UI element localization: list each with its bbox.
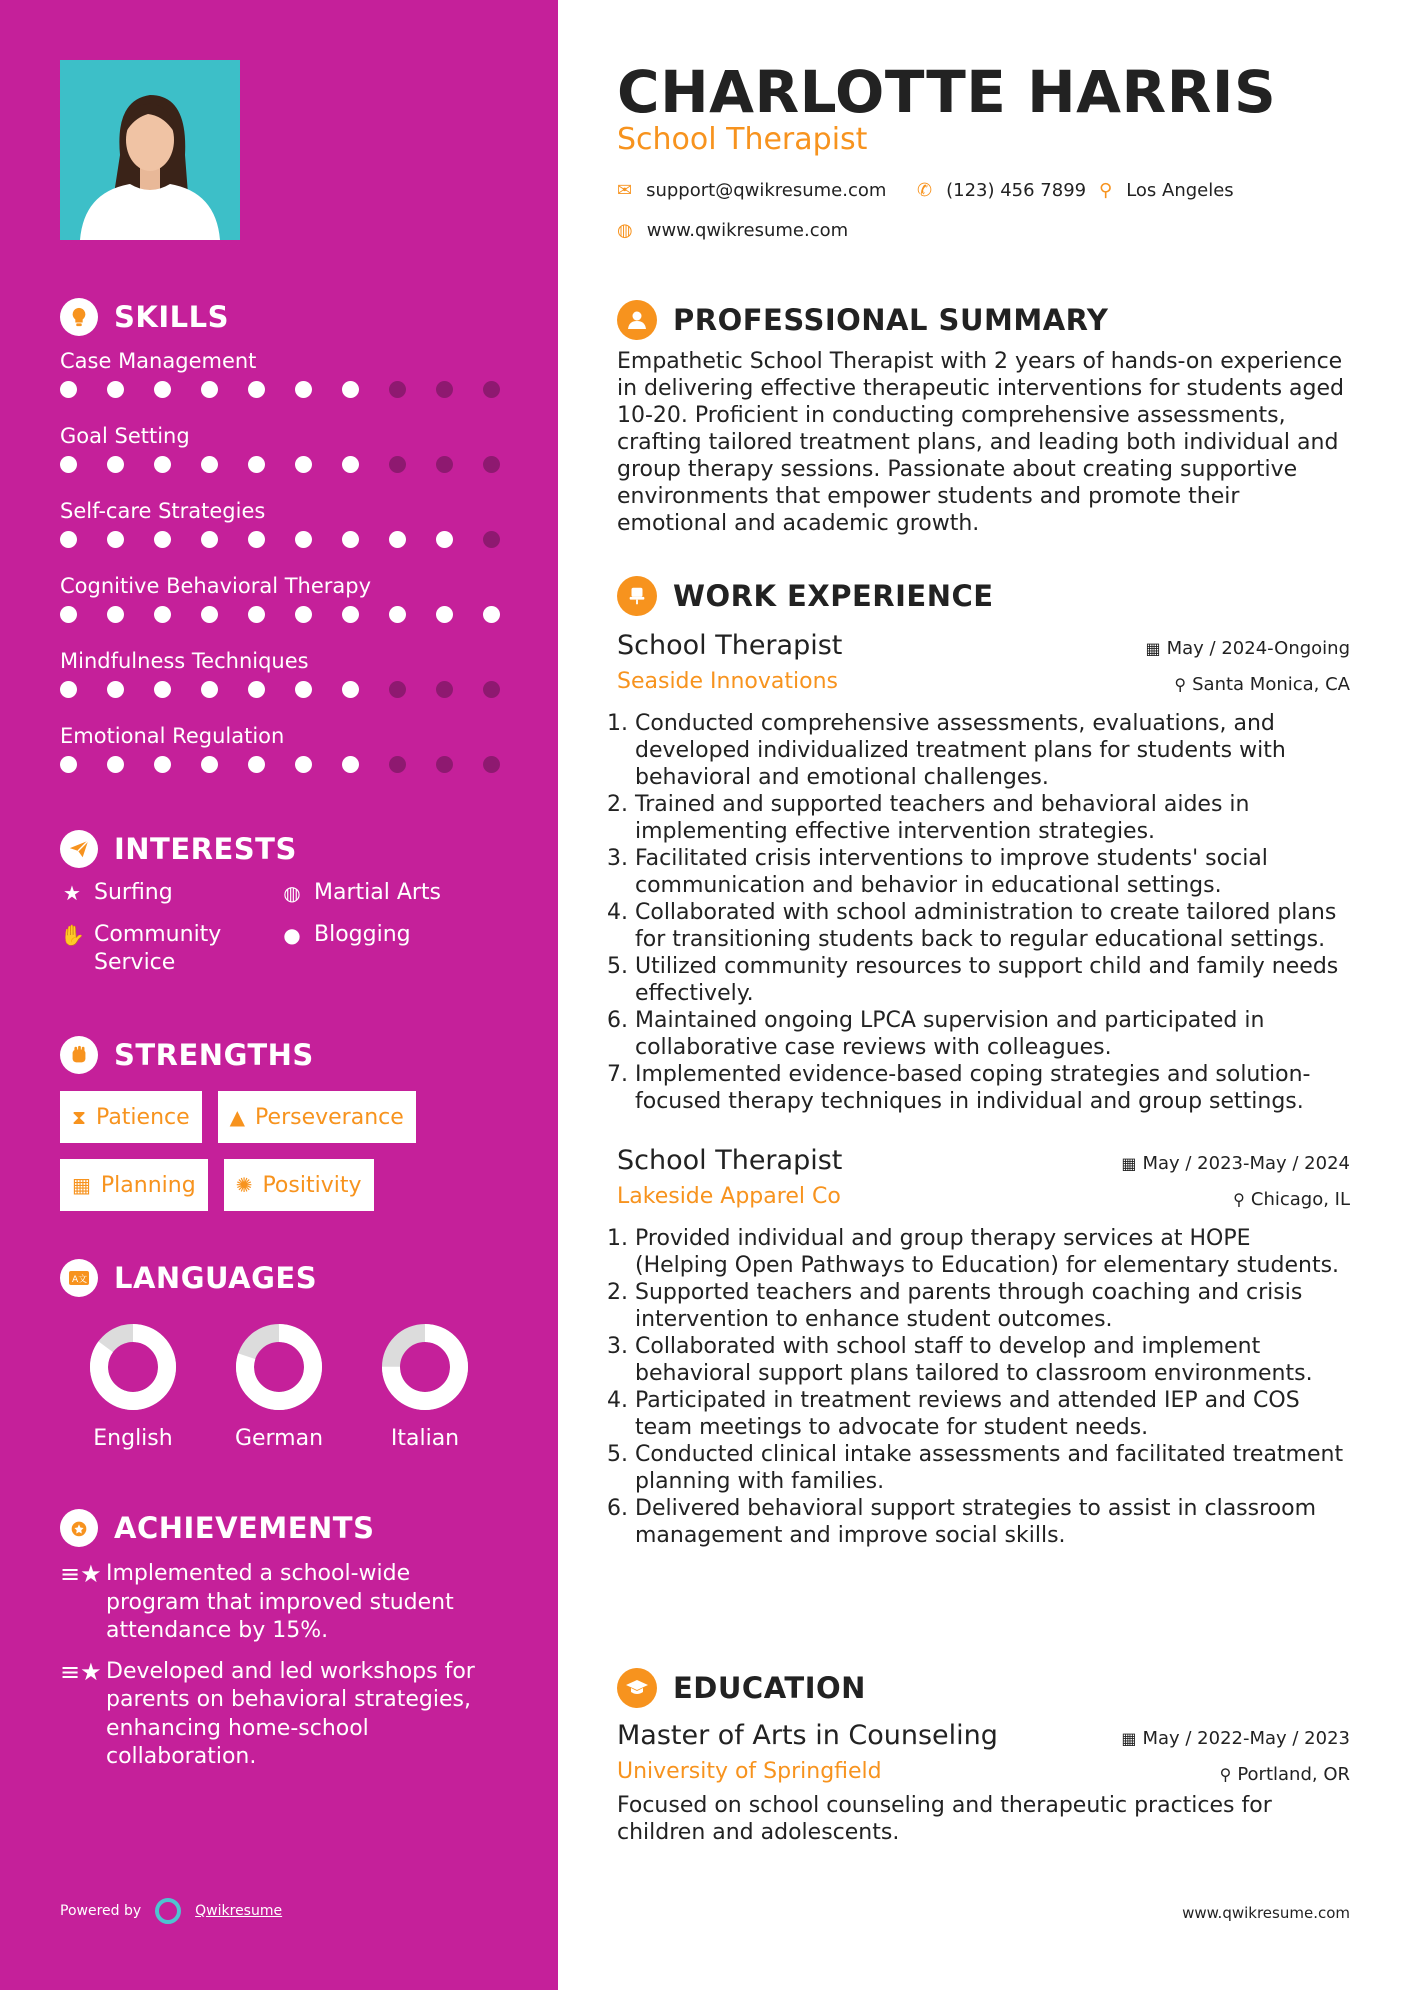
interest-item bbox=[60, 921, 280, 977]
language-name: Italian bbox=[390, 1426, 460, 1451]
rating-dot-filled bbox=[483, 606, 500, 623]
rating-dot-filled bbox=[295, 606, 312, 623]
footer-url[interactable]: www.qwikresume.com bbox=[1182, 1904, 1350, 1922]
job-dates bbox=[1146, 638, 1351, 659]
powered-by bbox=[60, 1898, 282, 1924]
medal-icon bbox=[60, 1509, 98, 1547]
interests-title: INTERESTS bbox=[114, 832, 297, 866]
rating-dot-filled bbox=[107, 606, 124, 623]
duty-item: 1. Provided individual and group therapy services at HOPE (Helping Open Pathways to Education) for elementary students. bbox=[635, 1225, 1350, 1279]
phone-text: (123) 456 7899 bbox=[946, 180, 1087, 201]
duty-item: 5. Utilized community resources to support child and family needs effectively. bbox=[635, 953, 1350, 1007]
rating-dot-empty bbox=[389, 456, 406, 473]
rating-dot-empty bbox=[436, 756, 453, 773]
rating-dot-empty bbox=[483, 456, 500, 473]
hand-icon: ✋ bbox=[60, 923, 85, 947]
skill-name: Cognitive Behavioral Therapy bbox=[60, 574, 372, 598]
pin-icon: ⚲ bbox=[1233, 1190, 1245, 1209]
rating-dot-filled bbox=[154, 756, 171, 773]
skill-item bbox=[60, 720, 520, 795]
interest-label: Blogging bbox=[314, 922, 411, 947]
lightbulb-icon bbox=[60, 298, 98, 336]
duty-item: 1. Conducted comprehensive assessments, evaluations, and developed individualized treatment plans for students with behavioral and emotional challenges. bbox=[635, 710, 1350, 791]
interest-item bbox=[280, 879, 500, 907]
chair-icon bbox=[617, 576, 657, 616]
contact-email[interactable] bbox=[617, 180, 886, 201]
jobs-list bbox=[617, 630, 1350, 1549]
job-title: School Therapist bbox=[617, 1145, 843, 1176]
rating-dot-filled bbox=[248, 756, 265, 773]
rating-dot-filled bbox=[295, 531, 312, 548]
rating-dot-empty bbox=[436, 381, 453, 398]
skill-rating bbox=[60, 606, 520, 623]
experience-section bbox=[617, 574, 1350, 1549]
avatar bbox=[60, 60, 240, 240]
skill-rating bbox=[60, 456, 520, 473]
achievement-item bbox=[60, 1560, 520, 1646]
calendar-icon: ▦ bbox=[1121, 1154, 1137, 1173]
rating-dot-filled bbox=[154, 381, 171, 398]
language-item bbox=[60, 1322, 206, 1451]
duty-item: 2. Trained and supported teachers and behavioral aides in implementing effective intervention strategies. bbox=[635, 791, 1350, 845]
job-location bbox=[1174, 674, 1350, 695]
powered-label: Powered by bbox=[60, 1903, 142, 1919]
rating-dot-filled bbox=[107, 381, 124, 398]
calendar-icon: ▦ bbox=[72, 1173, 91, 1197]
rating-dot-filled bbox=[60, 681, 77, 698]
sidebar bbox=[0, 0, 558, 1990]
education-section bbox=[617, 1666, 1350, 1846]
rating-dot-empty bbox=[436, 456, 453, 473]
contact-location bbox=[1099, 180, 1234, 201]
skill-rating bbox=[60, 531, 520, 548]
strengths-title: STRENGTHS bbox=[114, 1038, 314, 1072]
rating-dot-filled bbox=[389, 531, 406, 548]
education-entry bbox=[617, 1720, 1350, 1846]
rating-dot-filled bbox=[342, 456, 359, 473]
rating-dot-filled bbox=[295, 681, 312, 698]
website-text: www.qwikresume.com bbox=[646, 220, 849, 241]
duty-item: 7. Implemented evidence-based coping strategies and solution-focused therapy techniques in individual and group settings. bbox=[635, 1061, 1350, 1115]
company-name: Lakeside Apparel Co bbox=[617, 1184, 841, 1209]
shooting-star-icon: ≡★ bbox=[60, 1657, 102, 1686]
strength-label: Patience bbox=[96, 1104, 190, 1130]
job-location-text: Santa Monica, CA bbox=[1192, 674, 1350, 695]
rating-dot-filled bbox=[60, 381, 77, 398]
school-name: University of Springfield bbox=[617, 1759, 882, 1784]
interest-item bbox=[60, 879, 280, 907]
skill-item bbox=[60, 645, 520, 720]
skill-name: Self-care Strategies bbox=[60, 499, 266, 523]
skill-item bbox=[60, 570, 520, 645]
company-name: Seaside Innovations bbox=[617, 669, 838, 694]
paper-plane-icon bbox=[60, 830, 98, 868]
strengths-list bbox=[60, 1091, 480, 1227]
rating-dot-filled bbox=[295, 456, 312, 473]
duties-list bbox=[617, 710, 1350, 1115]
strength-badge bbox=[224, 1159, 374, 1211]
fist-icon bbox=[60, 1036, 98, 1074]
rating-dot-filled bbox=[342, 381, 359, 398]
strength-label: Perseverance bbox=[255, 1104, 404, 1130]
languages-title: LANGUAGES bbox=[114, 1261, 318, 1295]
rating-dot-filled bbox=[107, 756, 124, 773]
rating-dot-filled bbox=[107, 456, 124, 473]
strength-badge bbox=[60, 1091, 202, 1143]
degree-title: Master of Arts in Counseling bbox=[617, 1720, 998, 1751]
language-donut bbox=[88, 1322, 178, 1412]
language-name: German bbox=[234, 1426, 324, 1451]
job-dates-text: May / 2024-Ongoing bbox=[1166, 638, 1350, 659]
rating-dot-empty bbox=[389, 681, 406, 698]
contact-website[interactable] bbox=[617, 220, 848, 241]
interest-label: Martial Arts bbox=[314, 880, 442, 905]
rating-dot-filled bbox=[201, 606, 218, 623]
language-item bbox=[206, 1322, 352, 1451]
skill-name: Goal Setting bbox=[60, 424, 190, 448]
rating-dot-filled bbox=[201, 531, 218, 548]
rating-dot-filled bbox=[60, 531, 77, 548]
education-dates bbox=[1121, 1728, 1350, 1749]
duty-item: 6. Delivered behavioral support strategies to assist in classroom management and improve social skills. bbox=[635, 1495, 1350, 1549]
strengths-section bbox=[60, 1033, 520, 1227]
user-icon bbox=[617, 300, 657, 340]
rating-dot-filled bbox=[154, 456, 171, 473]
duty-item: 4. Collaborated with school administration to create tailored plans for transitioning students back to regular educational settings. bbox=[635, 899, 1350, 953]
languages-header bbox=[60, 1256, 520, 1300]
skill-name: Case Management bbox=[60, 349, 257, 373]
road-icon: ▲ bbox=[229, 1105, 246, 1129]
experience-header bbox=[617, 574, 1350, 618]
job-dates-text: May / 2023-May / 2024 bbox=[1142, 1153, 1350, 1174]
rating-dot-empty bbox=[389, 756, 406, 773]
job-dates bbox=[1121, 1153, 1350, 1174]
education-location bbox=[1220, 1764, 1350, 1785]
job-location bbox=[1233, 1189, 1350, 1210]
rating-dot-filled bbox=[436, 531, 453, 548]
duties-list bbox=[617, 1225, 1350, 1549]
skill-rating bbox=[60, 681, 520, 698]
rating-dot-filled bbox=[60, 756, 77, 773]
rating-dot-filled bbox=[248, 681, 265, 698]
rating-dot-filled bbox=[342, 606, 359, 623]
education-description: Focused on school counseling and therapeutic practices for children and adolescents. bbox=[617, 1793, 1272, 1845]
contact-phone[interactable] bbox=[917, 180, 1086, 201]
job-entry bbox=[617, 630, 1350, 1115]
translate-icon bbox=[60, 1259, 98, 1297]
rating-dot-empty bbox=[483, 681, 500, 698]
rating-dot-filled bbox=[201, 756, 218, 773]
education-header bbox=[617, 1666, 1350, 1710]
duty-item: 4. Participated in treatment reviews and attended IEP and COS team meetings to advocate for student needs. bbox=[635, 1387, 1350, 1441]
duty-item: 3. Facilitated crisis interventions to improve students' social communication and behavior in educational settings. bbox=[635, 845, 1350, 899]
job-title: School Therapist bbox=[617, 630, 843, 661]
rating-dot-filled bbox=[248, 606, 265, 623]
languages-section bbox=[60, 1256, 520, 1451]
shooting-star-icon: ≡★ bbox=[60, 1560, 102, 1588]
map-pin-icon: ⚲ bbox=[1099, 180, 1113, 201]
summary-header bbox=[617, 298, 1350, 342]
language-name: English bbox=[93, 1426, 173, 1451]
interests-section bbox=[60, 827, 520, 977]
summary-section bbox=[617, 298, 1350, 537]
pin-icon: ⚲ bbox=[1219, 1765, 1232, 1784]
education-title: EDUCATION bbox=[673, 1671, 866, 1705]
sun-icon: ✺ bbox=[235, 1173, 253, 1197]
rating-dot-filled bbox=[154, 531, 171, 548]
duty-item: 2. Supported teachers and parents through coaching and crisis intervention to enhance student outcomes. bbox=[635, 1279, 1350, 1333]
achievements-header bbox=[60, 1506, 520, 1550]
skills-title: SKILLS bbox=[114, 300, 229, 334]
education-dates-text: May / 2022-May / 2023 bbox=[1142, 1728, 1350, 1749]
interest-label: Community Service bbox=[94, 922, 222, 975]
graduation-cap-icon bbox=[617, 1668, 657, 1708]
location-text: Los Angeles bbox=[1126, 180, 1234, 201]
rating-dot-filled bbox=[248, 456, 265, 473]
calendar-icon: ▦ bbox=[1121, 1729, 1137, 1748]
rating-dot-filled bbox=[342, 756, 359, 773]
language-donut bbox=[234, 1322, 324, 1412]
rating-dot-empty bbox=[483, 381, 500, 398]
calendar-icon: ▦ bbox=[1145, 639, 1161, 658]
rating-dot-empty bbox=[436, 681, 453, 698]
star-icon: ★ bbox=[63, 881, 81, 905]
rating-dot-filled bbox=[248, 381, 265, 398]
skill-item bbox=[60, 345, 520, 420]
rating-dot-filled bbox=[248, 531, 265, 548]
pin-icon: ⚲ bbox=[1174, 675, 1187, 694]
skills-section bbox=[60, 295, 520, 795]
phone-icon: ✆ bbox=[917, 180, 933, 201]
rating-dot-filled bbox=[389, 606, 406, 623]
job-entry bbox=[617, 1145, 1350, 1549]
rating-dot-filled bbox=[201, 681, 218, 698]
language-donut bbox=[380, 1322, 470, 1412]
rating-dot-filled bbox=[201, 456, 218, 473]
rating-dot-filled bbox=[107, 681, 124, 698]
language-item bbox=[352, 1322, 498, 1451]
main-content bbox=[617, 0, 1350, 1990]
rating-dot-filled bbox=[436, 606, 453, 623]
envelope-icon: ✉ bbox=[617, 180, 633, 201]
duty-item: 6. Maintained ongoing LPCA supervision and participated in collaborative case reviews with colleagues. bbox=[635, 1007, 1350, 1061]
summary-text: Empathetic School Therapist with 2 years of hands-on experience in delivering effective therapeutic interventions for students aged 10-20. Proficient in conducting comprehensive assessments, crafting tailored treatment plans, and leading both individual and group therapy sessions. Passionate about creating supportive environments that empower students and promote their emotional and academic growth. bbox=[617, 349, 1344, 536]
qwikresume-logo-icon bbox=[155, 1898, 181, 1924]
achievement-item bbox=[60, 1658, 520, 1772]
interest-label: Surfing bbox=[94, 880, 173, 905]
interests-header bbox=[60, 827, 520, 871]
languages-list bbox=[60, 1322, 520, 1451]
interests-grid bbox=[60, 879, 520, 977]
rating-dot-filled bbox=[201, 381, 218, 398]
interest-item bbox=[280, 921, 500, 977]
email-text: support@qwikresume.com bbox=[646, 180, 887, 201]
rating-dot-filled bbox=[107, 531, 124, 548]
svg-text:A文: A文 bbox=[72, 1275, 88, 1285]
globe-icon: ◍ bbox=[283, 881, 301, 905]
rating-dot-filled bbox=[60, 456, 77, 473]
strength-label: Positivity bbox=[262, 1172, 362, 1198]
rating-dot-filled bbox=[342, 531, 359, 548]
job-location-text: Chicago, IL bbox=[1250, 1189, 1350, 1210]
duty-item: 5. Conducted clinical intake assessments and facilitated treatment planning with families. bbox=[635, 1441, 1350, 1495]
profile-photo bbox=[60, 60, 240, 240]
skill-item bbox=[60, 420, 520, 495]
rating-dot-empty bbox=[389, 381, 406, 398]
globe-icon: ◍ bbox=[617, 220, 633, 241]
achievements-section bbox=[60, 1506, 520, 1772]
skill-rating bbox=[60, 756, 520, 773]
strength-badge bbox=[218, 1091, 416, 1143]
achievement-text: Implemented a school-wide program that improved student attendance by 15%. bbox=[106, 1561, 454, 1643]
strengths-header bbox=[60, 1033, 520, 1077]
achievement-text: Developed and led workshops for parents on behavioral strategies, enhancing home-school collaboration. bbox=[106, 1658, 475, 1769]
skills-header bbox=[60, 295, 520, 339]
rating-dot-filled bbox=[342, 681, 359, 698]
candidate-name: CHARLOTTE HARRIS bbox=[617, 58, 1277, 126]
skills-list bbox=[60, 345, 520, 795]
rating-dot-filled bbox=[154, 606, 171, 623]
achievements-title: ACHIEVEMENTS bbox=[114, 1511, 375, 1545]
hourglass-icon: ⧗ bbox=[72, 1105, 87, 1129]
candidate-role: School Therapist bbox=[617, 122, 868, 157]
experience-title: WORK EXPERIENCE bbox=[673, 579, 994, 613]
duty-item: 3. Collaborated with school staff to develop and implement behavioral support plans tailored to classroom environments. bbox=[635, 1333, 1350, 1387]
rating-dot-filled bbox=[295, 381, 312, 398]
users-icon: ● bbox=[283, 923, 301, 947]
rating-dot-empty bbox=[483, 531, 500, 548]
rating-dot-empty bbox=[483, 756, 500, 773]
summary-title: PROFESSIONAL SUMMARY bbox=[673, 303, 1109, 337]
strength-label: Planning bbox=[100, 1172, 196, 1198]
rating-dot-filled bbox=[295, 756, 312, 773]
skill-name: Mindfulness Techniques bbox=[60, 649, 309, 673]
skill-name: Emotional Regulation bbox=[60, 724, 285, 748]
education-location-text: Portland, OR bbox=[1237, 1764, 1350, 1785]
skill-item bbox=[60, 495, 520, 570]
strength-badge bbox=[60, 1159, 208, 1211]
qwikresume-link[interactable]: Qwikresume bbox=[195, 1903, 283, 1919]
rating-dot-filled bbox=[60, 606, 77, 623]
rating-dot-filled bbox=[154, 681, 171, 698]
skill-rating bbox=[60, 381, 520, 398]
